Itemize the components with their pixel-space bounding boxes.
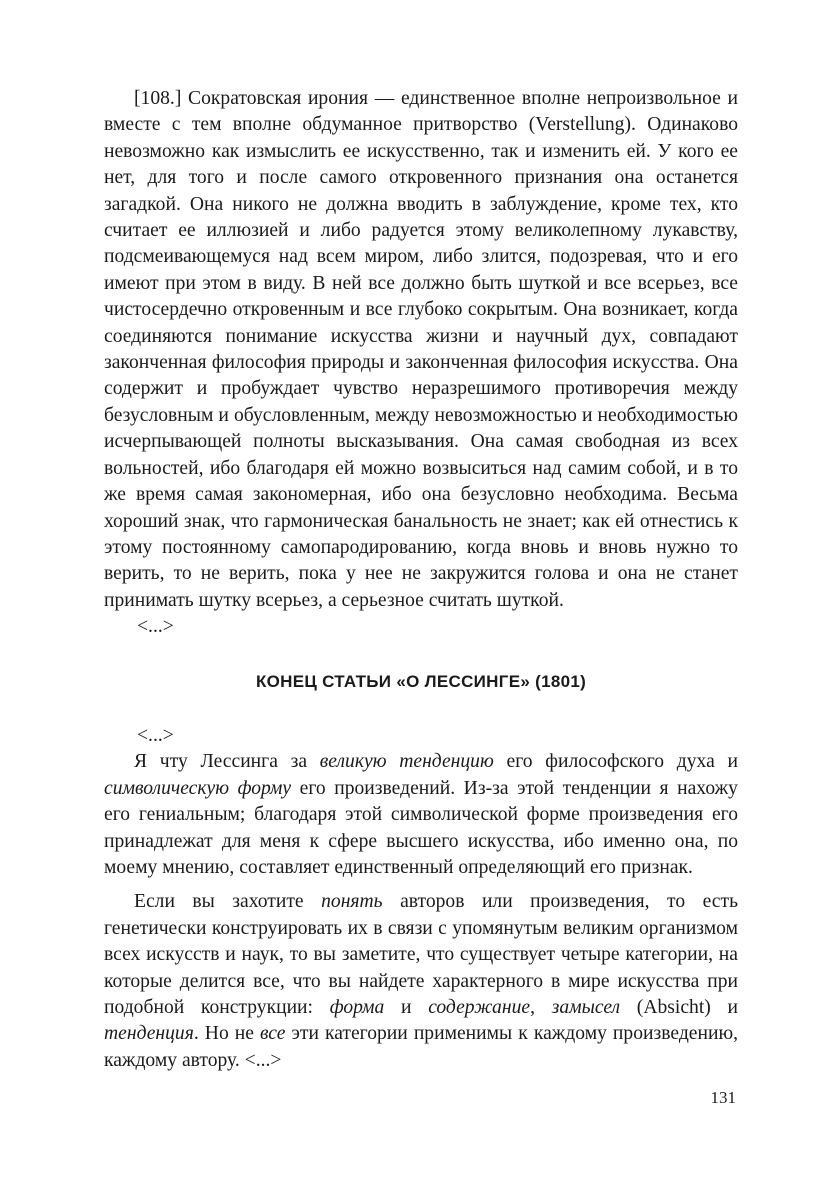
text-run: . Но не [193, 1023, 261, 1045]
text-run: авторов или произведения, то есть генетически конструировать их в связи с упомянутым великим организмом всех искусств и наук, то вы заметите, что существует четыре категории, на которые делится все, что вы найдете характерного в мире искусства при подобной конструкции: [104, 891, 739, 1018]
text-run: (Absicht) и [620, 997, 738, 1018]
page-number: 131 [710, 1088, 736, 1107]
emphasis: великую тенденцию [319, 751, 494, 773]
omission-marker: <...> [137, 616, 174, 638]
paragraph-categories [104, 889, 738, 1074]
emphasis: все [260, 1023, 286, 1045]
text-run: и [384, 997, 429, 1018]
emphasis: форма [329, 997, 385, 1018]
paragraph-fragment-108: [108.] Сократовская ирония — единственное вполне непроизвольное и вместе с тем вполне обдуманное притворство (Verstellung). Одинаково невозможно как измыслить ее искусственно, так и изменить ей. У кого ее нет, для того и после самого откровенного признания она останется загадкой. Она никого не должна вводить в заблуждение, кроме тех, кто считает ее иллюзией и либо радуется этому великолепному лукавству, подсмеивающемуся над всем миром, либо злится, подозревая, что и его имеют при этом в виду. В ней все должно быть шуткой и все всерьез, все чистосердечно откровенным и все глубоко сокрытым. Она возникает, когда соединяются понимание искусства жизни и научный дух, совпадают законченная философия природы и законченная философия искусства. Она содержит и пробуждает чувство неразрешимого противоречия между безусловным и обусловленным, между невозможностью и необходимостью исчерпывающей полноты высказывания. Она самая свободная из всех вольностей, ибо благодаря ей можно возвыситься над самим собой, и в то же время самая закономерная, ибо она безусловно необходима. Весьма хороший знак, что гармоническая банальность не знает; как ей отнестись к этому постоянному самопародированию, когда вновь и вновь нужно то верить, то не верить, пока у нее не закружится голова и она не станет принимать шутку всерьез, а серьезное считать шуткой. [104, 88, 738, 611]
emphasis: символическую форму [104, 777, 292, 799]
emphasis: понять [321, 891, 383, 913]
omission-marker: <...> [137, 724, 174, 746]
text-run: его произведений. Из-за этой тенденции я нахожу его гениальным; благодаря этой символической форме произведения его принадлежат для меня к сфере высшего искусства, ибо именно она, по моему мнению, составляет единственный определяющий его признак. [104, 777, 738, 878]
emphasis: тенденция [104, 1023, 194, 1045]
text-run: эти категории применимы к каждому произведению, каждому автору. <...> [104, 1023, 738, 1071]
paragraph-lessing [104, 749, 738, 881]
text-run: Если вы захотите [134, 891, 322, 913]
emphasis: содержание [428, 997, 531, 1018]
text-run: Я чту Лессинга за [134, 751, 320, 773]
text-run: , [530, 997, 552, 1018]
text-block [104, 86, 738, 1074]
section-heading: КОНЕЦ СТАТЬИ «О ЛЕССИНГЕ» (1801) [255, 671, 587, 691]
text-run: его философского духа и [493, 751, 738, 773]
emphasis: замысел [551, 997, 621, 1018]
